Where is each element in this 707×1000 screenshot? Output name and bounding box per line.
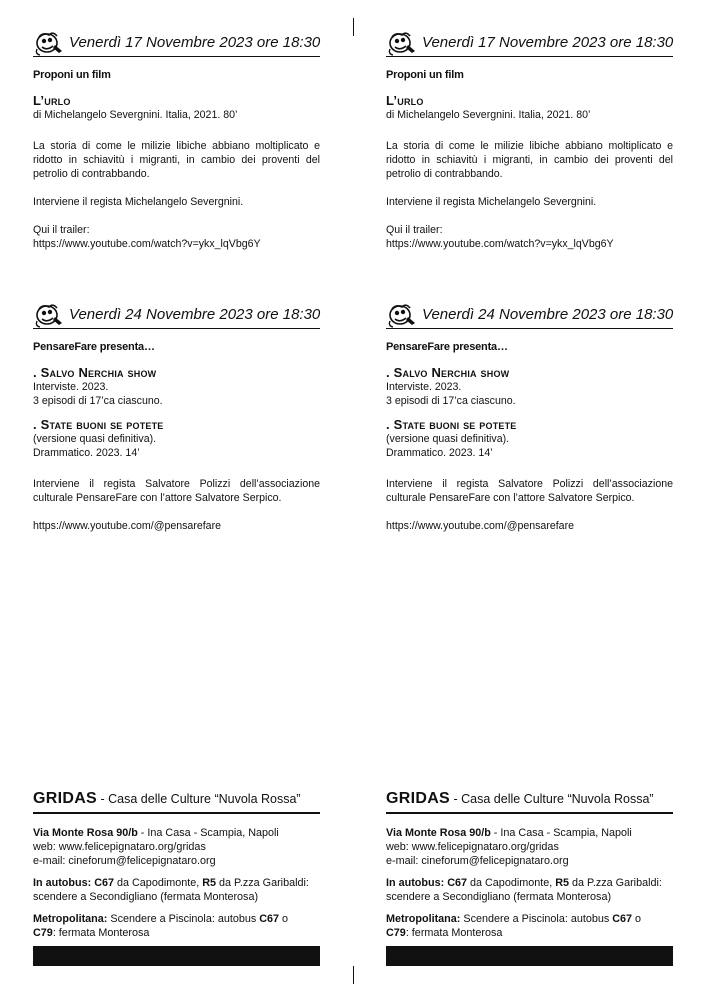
bus-c67: C67: [94, 877, 114, 889]
bus-block: [33, 876, 320, 904]
address-area: - Ina Casa - Scampia, Napoli: [137, 827, 279, 839]
website-line[interactable]: web: www.felicepignataro.org/gridas: [33, 841, 206, 853]
film-2-line-1: (versione quasi definitiva).: [386, 433, 510, 445]
email-line[interactable]: e-mail: cineforum@felicepignataro.org: [386, 855, 569, 867]
email-line[interactable]: e-mail: cineforum@felicepignataro.org: [33, 855, 216, 867]
flyer-right: [386, 0, 673, 1000]
bus-line-2: scendere a Secondigliano (fermata Monterosa): [386, 891, 612, 903]
section-label: Proponi un film: [386, 69, 464, 81]
metro-c79: C79: [386, 927, 406, 939]
section-label: PensareFare presenta…: [33, 341, 155, 353]
flyer-left: [33, 0, 320, 1000]
footer: [33, 790, 320, 940]
event-block-1: [33, 32, 320, 251]
date-header: [33, 304, 320, 329]
film-2-line-1: (versione quasi definitiva).: [33, 433, 157, 445]
metro-label: Metropolitana:: [386, 913, 461, 925]
trailer-link[interactable]: https://www.youtube.com/watch?v=ykx_lqVbg6Y: [386, 238, 614, 250]
film-credits: di Michelangelo Severgnini. Italia, 2021. 80’: [386, 109, 591, 121]
film-1-line-1: Interviste. 2023.: [33, 381, 109, 393]
cut-mark-top: [353, 18, 354, 36]
film-title-2: . State buoni se potete: [386, 417, 517, 432]
film-1-line-1: Interviste. 2023.: [386, 381, 462, 393]
film-1-line-2: 3 episodi di 17’ca ciascuno.: [386, 395, 516, 407]
metro-line-2: [33, 926, 320, 940]
guest-note: Interviene il regista Michelangelo Severgnini.: [33, 196, 244, 208]
address-street: Via Monte Rosa 90/b: [386, 827, 491, 839]
bus-block: [386, 876, 673, 904]
metro-text-2: o: [279, 913, 289, 925]
footer-bar: [33, 946, 320, 966]
metro-text-2: o: [632, 913, 642, 925]
bus-r5: R5: [202, 877, 217, 889]
event-date: Venerdì 17 Novembre 2023 ore 18:30: [69, 34, 321, 51]
bus-line-1: [33, 876, 320, 890]
film-title-rest: urlo: [44, 93, 71, 108]
date-header: [386, 32, 673, 57]
film-title: [386, 93, 673, 108]
guest-note: Interviene il regista Salvatore Polizzi dell’associazione culturale PensareFare con l’attore Salvatore Serpico.: [386, 478, 673, 504]
metro-c67: C67: [259, 913, 280, 925]
date-header: [386, 304, 673, 329]
trailer-label: Qui il trailer:: [386, 224, 443, 236]
section-label: Proponi un film: [33, 69, 111, 81]
metro-label: Metropolitana:: [33, 913, 108, 925]
event-block-2: [386, 304, 673, 533]
bus-r5: R5: [555, 877, 570, 889]
bus-line-2: scendere a Secondigliano (fermata Monterosa): [33, 891, 259, 903]
film-2-line-2: Drammatico. 2023. 14’: [386, 447, 493, 459]
metro-text-3: : fermata Monterosa: [405, 927, 503, 939]
bus-text-2: da P.zza Garibaldi:: [569, 877, 662, 889]
org-name: GRIDAS: [33, 790, 98, 807]
trailer-link[interactable]: https://www.youtube.com/watch?v=ykx_lqVbg6Y: [33, 238, 261, 250]
footer: [386, 790, 673, 940]
film-title: [33, 93, 320, 108]
film-synopsis: La storia di come le milizie libiche abbiano moltiplicato e ridotto in schiavitù i migranti, in cambio dei proventi del petrolio di contrabbando.: [386, 140, 673, 180]
metro-line-1: [386, 912, 673, 926]
date-header: [33, 32, 320, 57]
section-label: PensareFare presenta…: [386, 341, 508, 353]
footer-title: [386, 790, 673, 814]
contact-block: [33, 826, 320, 868]
bus-label: In autobus:: [33, 877, 92, 889]
metro-line-1: [33, 912, 320, 926]
film-title-2: . State buoni se potete: [33, 417, 164, 432]
event-block-2: [33, 304, 320, 533]
address-line: [386, 826, 673, 840]
cartoon-logo-icon: [33, 31, 65, 57]
cartoon-logo-icon: [386, 303, 418, 329]
bus-c67: C67: [447, 877, 467, 889]
event-date: Venerdì 24 Novembre 2023 ore 18:30: [69, 306, 321, 323]
bus-text-1: da Capodimonte,: [467, 877, 556, 889]
metro-text-3: : fermata Monterosa: [52, 927, 150, 939]
cartoon-logo-icon: [386, 31, 418, 57]
film-title-1: . Salvo Nerchia show: [33, 365, 157, 380]
metro-block: [33, 912, 320, 940]
event-block-1: [386, 32, 673, 251]
event-date: Venerdì 24 Novembre 2023 ore 18:30: [422, 306, 674, 323]
cartoon-logo-icon: [33, 303, 65, 329]
metro-text-1: Scendere a Piscinola: autobus: [460, 913, 613, 925]
event-date: Venerdì 17 Novembre 2023 ore 18:30: [422, 34, 674, 51]
metro-line-2: [386, 926, 673, 940]
channel-link[interactable]: https://www.youtube.com/@pensarefare: [386, 520, 574, 532]
film-title-initial: L’: [33, 93, 45, 108]
film-title-initial: L’: [386, 93, 398, 108]
channel-link[interactable]: https://www.youtube.com/@pensarefare: [33, 520, 221, 532]
bus-text-1: da Capodimonte,: [114, 877, 203, 889]
film-synopsis: La storia di come le milizie libiche abbiano moltiplicato e ridotto in schiavitù i migranti, in cambio dei proventi del petrolio di contrabbando.: [33, 140, 320, 180]
guest-note: Interviene il regista Salvatore Polizzi dell’associazione culturale PensareFare con l’attore Salvatore Serpico.: [33, 478, 320, 504]
metro-block: [386, 912, 673, 940]
metro-c67: C67: [612, 913, 633, 925]
film-title-1: . Salvo Nerchia show: [386, 365, 510, 380]
website-line[interactable]: web: www.felicepignataro.org/gridas: [386, 841, 559, 853]
bus-text-2: da P.zza Garibaldi:: [216, 877, 309, 889]
address-area: - Ina Casa - Scampia, Napoli: [490, 827, 632, 839]
film-2-line-2: Drammatico. 2023. 14’: [33, 447, 140, 459]
bus-label: In autobus:: [386, 877, 445, 889]
metro-text-1: Scendere a Piscinola: autobus: [107, 913, 260, 925]
footer-title: [33, 790, 320, 814]
org-subtitle: - Casa delle Culture “Nuvola Rossa”: [97, 792, 301, 806]
org-name: GRIDAS: [386, 790, 451, 807]
contact-block: [386, 826, 673, 868]
address-line: [33, 826, 320, 840]
address-street: Via Monte Rosa 90/b: [33, 827, 138, 839]
trailer-label: Qui il trailer:: [33, 224, 90, 236]
cut-mark-bottom: [353, 966, 354, 984]
film-credits: di Michelangelo Severgnini. Italia, 2021. 80’: [33, 109, 238, 121]
film-title-rest: urlo: [397, 93, 424, 108]
org-subtitle: - Casa delle Culture “Nuvola Rossa”: [450, 792, 654, 806]
metro-c79: C79: [33, 927, 53, 939]
footer-bar: [386, 946, 673, 966]
film-1-line-2: 3 episodi di 17’ca ciascuno.: [33, 395, 163, 407]
guest-note: Interviene il regista Michelangelo Severgnini.: [386, 196, 597, 208]
bus-line-1: [386, 876, 673, 890]
